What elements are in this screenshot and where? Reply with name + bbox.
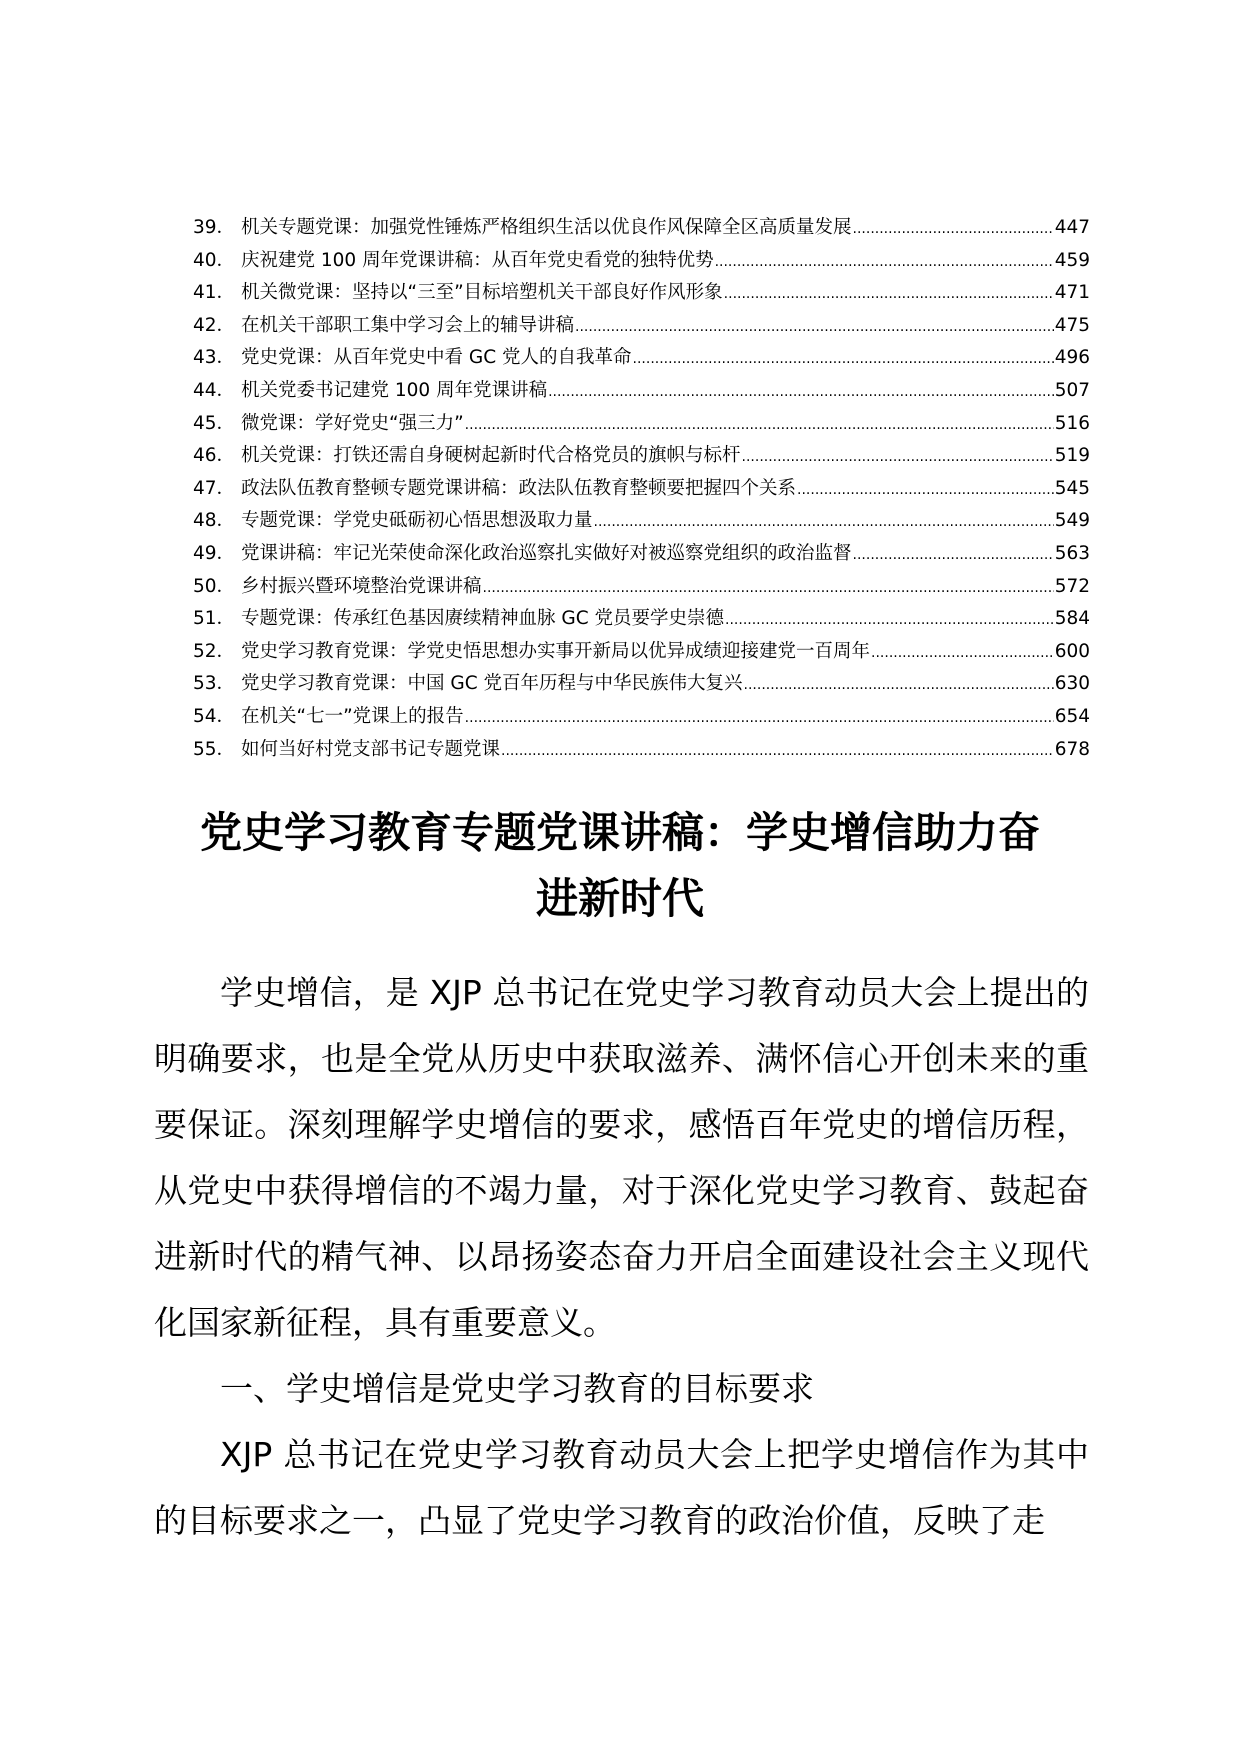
toc-entry-page: 545 xyxy=(1054,477,1090,499)
toc-entry-page: 630 xyxy=(1054,673,1090,695)
toc-entry[interactable] xyxy=(193,342,1090,375)
toc-entry[interactable] xyxy=(193,440,1090,473)
table-of-contents xyxy=(193,212,1090,766)
toc-entry-number: 49． xyxy=(193,542,236,564)
toc-entry-page: 678 xyxy=(1054,738,1090,760)
toc-entry-title: 微党课：学好党史“强三力” xyxy=(241,412,464,434)
toc-leader-dots xyxy=(715,246,1054,279)
toc-leader-dots xyxy=(797,474,1054,507)
toc-entry-page: 654 xyxy=(1054,705,1090,727)
toc-entry-title: 党史学习教育党课：中国 GC 党百年历程与中华民族伟大复兴 xyxy=(241,673,743,695)
toc-entry-title: 机关微党课：坚持以“三至”目标培塑机关干部良好作风形象 xyxy=(241,282,723,304)
toc-entry-title: 党史党课：从百年党史中看 GC 党人的自我革命 xyxy=(241,347,632,369)
toc-leader-dots xyxy=(465,702,1054,735)
toc-entry-page: 471 xyxy=(1054,282,1090,304)
toc-entry-page: 572 xyxy=(1054,575,1090,597)
toc-entry-title: 庆祝建党 100 周年党课讲稿：从百年党史看党的独特优势 xyxy=(241,249,714,271)
toc-entry[interactable] xyxy=(193,734,1090,767)
toc-entry-number: 46． xyxy=(193,445,236,467)
toc-entry[interactable] xyxy=(193,603,1090,636)
toc-entry-title: 机关党委书记建党 100 周年党课讲稿 xyxy=(241,379,548,401)
toc-entry-number: 39． xyxy=(193,217,236,238)
toc-leader-dots xyxy=(594,506,1054,539)
toc-leader-dots xyxy=(548,376,1054,409)
toc-entry-page: 507 xyxy=(1054,379,1090,401)
toc-entry[interactable] xyxy=(193,668,1090,701)
toc-entry-page: 600 xyxy=(1054,640,1090,662)
toc-leader-dots xyxy=(744,669,1054,702)
toc-entry[interactable] xyxy=(193,310,1090,343)
toc-entry[interactable] xyxy=(193,538,1090,571)
toc-entry[interactable] xyxy=(193,212,1090,245)
toc-entry[interactable] xyxy=(193,505,1090,538)
toc-leader-dots xyxy=(853,213,1054,246)
toc-entry-number: 47． xyxy=(193,477,236,499)
toc-entry-page: 549 xyxy=(1054,510,1090,532)
article-title xyxy=(150,800,1090,932)
toc-entry-number: 53． xyxy=(193,673,236,695)
toc-entry-number: 42． xyxy=(193,314,236,336)
toc-entry-page: 475 xyxy=(1054,314,1090,336)
toc-entry-title: 机关党课：打铁还需自身硬树起新时代合格党员的旗帜与标杆 xyxy=(241,445,741,467)
toc-entry[interactable] xyxy=(193,408,1090,441)
toc-entry-page: 459 xyxy=(1054,249,1090,271)
toc-entry[interactable] xyxy=(193,277,1090,310)
article-body xyxy=(154,960,1089,1554)
toc-entry-title: 如何当好村党支部书记专题党课 xyxy=(241,738,501,760)
toc-entry-number: 43． xyxy=(193,347,236,369)
toc-leader-dots xyxy=(575,311,1054,344)
toc-entry[interactable] xyxy=(193,245,1090,278)
toc-leader-dots xyxy=(853,539,1054,572)
toc-entry-title: 乡村振兴暨环境整治党课讲稿 xyxy=(241,575,482,597)
toc-entry-number: 44． xyxy=(193,379,236,401)
toc-entry-title: 在机关干部职工集中学习会上的辅导讲稿 xyxy=(241,314,575,336)
toc-leader-dots xyxy=(742,441,1054,474)
toc-entry[interactable] xyxy=(193,701,1090,734)
toc-entry-number: 41． xyxy=(193,282,236,304)
toc-entry-page: 519 xyxy=(1054,445,1090,467)
toc-entry-number: 45． xyxy=(193,412,236,434)
toc-entry-title: 政法队伍教育整顿专题党课讲稿：政法队伍教育整顿要把握四个关系 xyxy=(241,477,797,499)
toc-entry[interactable] xyxy=(193,571,1090,604)
toc-entry-number: 50． xyxy=(193,575,236,597)
article-title-line-1: 党史学习教育专题党课讲稿：学史增信助力奋 xyxy=(199,808,1040,857)
toc-leader-dots xyxy=(465,409,1054,442)
toc-entry[interactable] xyxy=(193,636,1090,669)
toc-entry-title: 党史学习教育党课：学党史悟思想办实事开新局以优异成绩迎接建党一百周年 xyxy=(241,640,871,662)
toc-entry-title: 在机关“七一”党课上的报告 xyxy=(241,705,464,727)
toc-entry-number: 52． xyxy=(193,640,236,662)
article-title-line-2: 进新时代 xyxy=(535,874,704,923)
toc-entry[interactable] xyxy=(193,375,1090,408)
toc-entry-title: 机关专题党课：加强党性锤炼严格组织生活以优良作风保障全区高质量发展 xyxy=(241,217,852,238)
toc-leader-dots xyxy=(724,278,1054,311)
toc-leader-dots xyxy=(633,343,1054,376)
toc-leader-dots xyxy=(501,735,1054,768)
toc-entry-number: 55． xyxy=(193,738,236,760)
toc-entry-title: 专题党课：传承红色基因赓续精神血脉 GC 党员要学史崇德 xyxy=(241,608,725,630)
toc-entry-page: 563 xyxy=(1054,542,1090,564)
toc-entry[interactable] xyxy=(193,473,1090,506)
toc-entry-number: 48． xyxy=(193,510,236,532)
toc-entry-page: 447 xyxy=(1054,217,1090,238)
toc-entry-page: 584 xyxy=(1054,608,1090,630)
toc-leader-dots xyxy=(483,572,1054,605)
toc-entry-number: 54． xyxy=(193,705,236,727)
toc-entry-page: 496 xyxy=(1054,347,1090,369)
body-paragraph: XJP 总书记在党史学习教育动员大会上把学史增信作为其中的目标要求之一，凸显了党史学习教育的政治价值，反映了走 xyxy=(154,1435,1089,1540)
toc-entry-title: 专题党课：学党史砥砺初心悟思想汲取力量 xyxy=(241,510,593,532)
toc-entry-title: 党课讲稿：牢记光荣使命深化政治巡察扎实做好对被巡察党组织的政治监督 xyxy=(241,542,852,564)
toc-leader-dots xyxy=(871,637,1054,670)
toc-entry-number: 40． xyxy=(193,249,236,271)
toc-entry-number: 51． xyxy=(193,608,236,630)
section-heading: 一、学史增信是党史学习教育的目标要求 xyxy=(220,1369,814,1408)
toc-leader-dots xyxy=(725,604,1054,637)
body-paragraph: 学史增信，是 XJP 总书记在党史学习教育动员大会上提出的明确要求，也是全党从历史中获取滋养、满怀信心开创未来的重要保证。深刻理解学史增信的要求，感悟百年党史的增信历程，从党史中获得增信的不竭力量，对于深化党史学习教育、鼓起奋进新时代的精气神、以昂扬姿态奋力开启全面建设社会主义现代化国家新征程，具有重要意义。 xyxy=(154,973,1089,1342)
toc-entry-page: 516 xyxy=(1054,412,1090,434)
